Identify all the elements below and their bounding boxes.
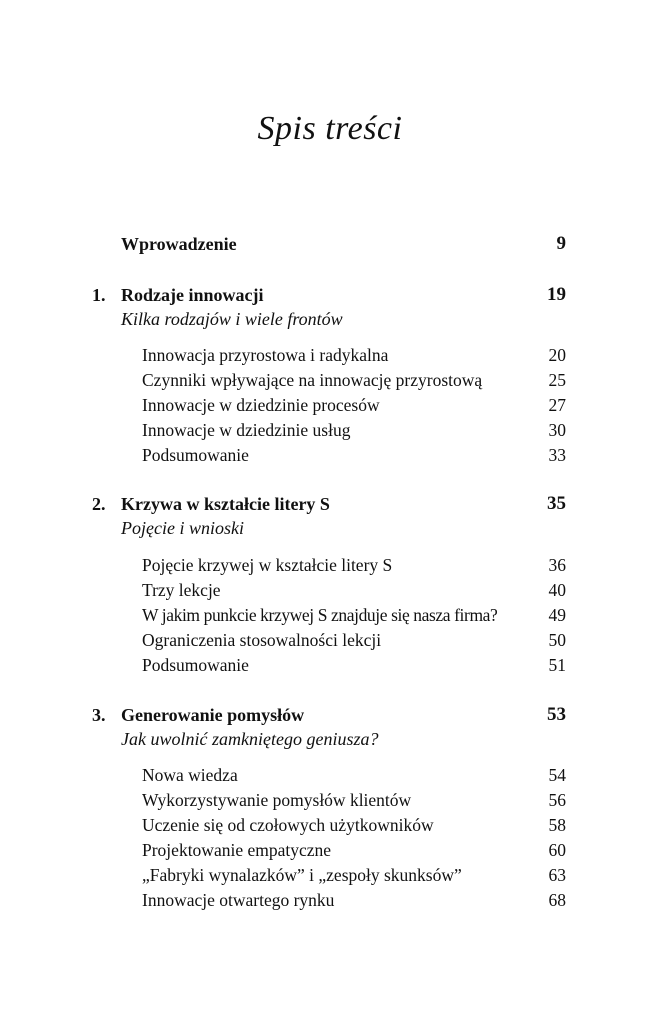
toc-item[interactable] bbox=[142, 577, 566, 603]
toc-item-page: 63 bbox=[548, 865, 566, 885]
toc-item-title: Projektowanie empatyczne bbox=[142, 840, 332, 860]
toc-item[interactable] bbox=[142, 762, 566, 788]
toc-item[interactable] bbox=[142, 342, 566, 368]
toc-item-title: Uczenie się od czołowych użytkowników bbox=[142, 815, 434, 835]
toc-item-page: 25 bbox=[548, 370, 566, 390]
toc-chapter-3[interactable] bbox=[92, 702, 566, 728]
toc-item[interactable] bbox=[142, 442, 566, 468]
toc-item-page: 40 bbox=[548, 580, 566, 600]
chapter-subtitle: Pojęcie i wnioski bbox=[121, 518, 244, 538]
chapter-number: 2. bbox=[92, 494, 106, 514]
toc-item-page: 60 bbox=[548, 840, 566, 860]
toc-item-title: Podsumowanie bbox=[142, 445, 249, 465]
toc-item-page: 20 bbox=[548, 345, 566, 365]
toc-item-page: 54 bbox=[548, 765, 566, 785]
toc-item-page: 36 bbox=[548, 555, 566, 575]
toc-item[interactable] bbox=[142, 652, 566, 678]
chapter-page: 35 bbox=[547, 493, 566, 514]
toc-item-page: 51 bbox=[548, 655, 566, 675]
chapter-title: Generowanie pomysłów bbox=[121, 705, 305, 725]
toc-intro-title: Wprowadzenie bbox=[121, 234, 237, 254]
toc-item-title: Nowa wiedza bbox=[142, 765, 238, 785]
toc-item-page: 27 bbox=[548, 395, 566, 415]
toc-item[interactable] bbox=[142, 392, 566, 418]
toc-item[interactable] bbox=[142, 887, 566, 913]
toc-item-title: Innowacja przyrostowa i radykalna bbox=[142, 345, 389, 365]
toc-item-page: 68 bbox=[548, 890, 566, 910]
chapter-number: 3. bbox=[92, 705, 106, 725]
toc-item-page: 33 bbox=[548, 445, 566, 465]
toc-item[interactable] bbox=[142, 837, 566, 863]
toc-item-title: Innowacje otwartego rynku bbox=[142, 890, 335, 910]
chapter-subtitle: Jak uwolnić zamkniętego geniusza? bbox=[121, 729, 379, 749]
toc-item-page: 30 bbox=[548, 420, 566, 440]
chapter-number: 1. bbox=[92, 285, 106, 305]
toc-chapter-1[interactable] bbox=[92, 282, 566, 308]
toc-item[interactable] bbox=[142, 552, 566, 578]
toc-item-page: 58 bbox=[548, 815, 566, 835]
toc-chapter-2[interactable] bbox=[92, 491, 566, 517]
toc-item[interactable] bbox=[142, 862, 566, 888]
toc-item[interactable] bbox=[142, 417, 566, 443]
chapter-subtitle: Kilka rodzajów i wiele frontów bbox=[121, 309, 343, 329]
toc-intro-page: 9 bbox=[556, 233, 566, 254]
toc-item-title: Wykorzystywanie pomysłów klientów bbox=[142, 790, 412, 810]
toc-item-title: Ograniczenia stosowalności lekcji bbox=[142, 630, 382, 650]
toc-item-title: Podsumowanie bbox=[142, 655, 249, 675]
toc-intro-entry[interactable] bbox=[92, 231, 566, 257]
toc-item-title: „Fabryki wynalazków” i „zespoły skunksów” bbox=[142, 865, 462, 885]
toc-item-title: Pojęcie krzywej w kształcie litery S bbox=[142, 555, 393, 575]
toc-item-page: 49 bbox=[548, 605, 566, 625]
toc-item-title: Czynniki wpływające na innowację przyrostową bbox=[142, 370, 483, 390]
toc-item-title: Innowacje w dziedzinie procesów bbox=[142, 395, 380, 415]
chapter-page: 53 bbox=[547, 704, 566, 725]
toc-item-title: Trzy lekcje bbox=[142, 580, 221, 600]
toc-item[interactable] bbox=[142, 602, 566, 628]
toc-item[interactable] bbox=[142, 627, 566, 653]
toc-item-title: W jakim punkcie krzywej S znajduje się nasza firma? bbox=[142, 605, 498, 625]
chapter-title: Krzywa w kształcie litery S bbox=[121, 494, 330, 514]
toc-item[interactable] bbox=[142, 812, 566, 838]
chapter-page: 19 bbox=[547, 284, 566, 305]
toc-item-page: 56 bbox=[548, 790, 566, 810]
toc-item[interactable] bbox=[142, 787, 566, 813]
toc-item[interactable] bbox=[142, 367, 566, 393]
toc-item-page: 50 bbox=[548, 630, 566, 650]
toc-item-title: Innowacje w dziedzinie usług bbox=[142, 420, 351, 440]
chapter-title: Rodzaje innowacji bbox=[121, 285, 264, 305]
page-title: Spis treści bbox=[257, 110, 403, 147]
